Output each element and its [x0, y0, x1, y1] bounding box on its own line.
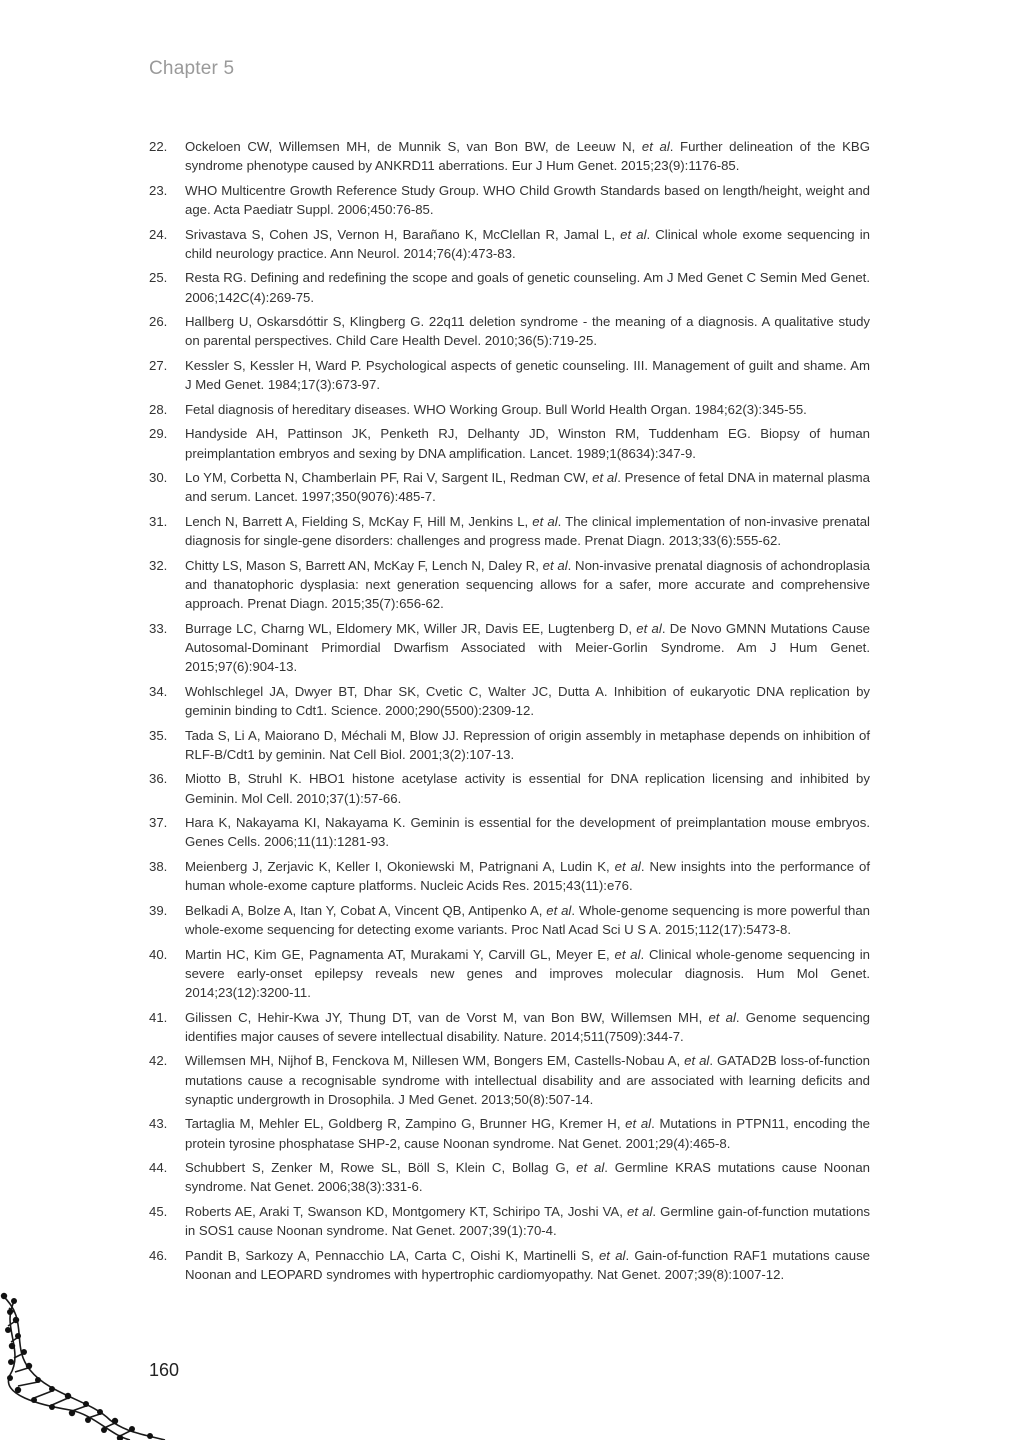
reference-text: [185, 769, 870, 807]
reference-item: [149, 769, 870, 807]
reference-item: [149, 1158, 870, 1196]
reference-item: [149, 1202, 870, 1240]
reference-number: 45.: [149, 1203, 168, 1219]
reference-text: [185, 1202, 870, 1240]
reference-authors: Srivastava S, Cohen JS, Vernon H, Barañano K, McClellan R, Jamal L,: [185, 226, 621, 242]
reference-number: 46.: [149, 1247, 168, 1263]
reference-item: [149, 400, 870, 419]
reference-number: 38.: [149, 858, 168, 874]
reference-details: . Presence of fetal DNA in maternal plasma and serum. Lancet. 1997;350(9076):485-7.: [185, 470, 870, 505]
reference-item: [149, 312, 870, 350]
reference-text: [185, 945, 870, 1003]
reference-text: [185, 424, 870, 462]
reference-text: [185, 857, 870, 895]
reference-etal: et al: [546, 902, 572, 918]
reference-text: [185, 468, 870, 506]
reference-authors: Hara K, Nakayama KI, Nakayama K. Geminin is essential for the development of preimplantation mouse embryos. Genes Cells. 2006;11(11):1281-93.: [185, 815, 870, 850]
reference-number: 44.: [149, 1160, 168, 1176]
reference-authors: Tartaglia M, Mehler EL, Goldberg R, Zampino G, Brunner HG, Kremer H,: [185, 1116, 626, 1132]
reference-number: 26.: [149, 314, 168, 330]
reference-item: [149, 857, 870, 895]
reference-details: . GATAD2B loss-of-function mutations cause a recognisable syndrome with intellectual disability and are associated with learning deficits and synaptic undergrowth in Drosophila. J Med Genet. 2013;50(8):507-14.: [185, 1053, 871, 1107]
reference-etal: et al: [684, 1053, 710, 1069]
reference-text: [185, 137, 870, 175]
reference-authors: Pandit B, Sarkozy A, Pennacchio LA, Carta C, Oishi K, Martinelli S,: [185, 1247, 599, 1263]
reference-etal: et al: [636, 620, 662, 636]
reference-etal: et al: [542, 557, 568, 573]
reference-number: 32.: [149, 557, 168, 573]
reference-text: [185, 512, 870, 550]
reference-authors: Ockeloen CW, Willemsen MH, de Munnik S, van Bon BW, de Leeuw N,: [185, 139, 642, 154]
reference-text: [185, 682, 870, 720]
reference-authors: Fetal diagnosis of hereditary diseases. WHO Working Group. Bull World Health Organ. 1984;62(3):345-55.: [185, 401, 807, 417]
reference-number: 30.: [149, 470, 168, 486]
reference-text: [185, 813, 870, 851]
reference-number: 27.: [149, 357, 168, 373]
dna-helix-icon: [0, 1290, 170, 1440]
reference-number: 37.: [149, 815, 168, 831]
reference-details: . Genome sequencing identifies major causes of severe intellectual disability. Nature. 2014;511(7509):344-7.: [185, 1009, 871, 1044]
reference-number: 36.: [149, 771, 168, 787]
reference-details: . Mutations in PTPN11, encoding the protein tyrosine phosphatase SHP-2, cause Noonan syndrome. Nat Genet. 2001;29(4):465-8.: [185, 1116, 870, 1151]
reference-item: [149, 945, 870, 1003]
reference-etal: et al: [614, 858, 641, 874]
reference-item: [149, 813, 870, 851]
reference-etal: et al: [708, 1009, 736, 1025]
reference-etal: et al: [592, 470, 618, 486]
reference-text: [185, 400, 870, 419]
reference-number: 41.: [149, 1009, 168, 1025]
reference-authors: Chitty LS, Mason S, Barrett AN, McKay F, Lench N, Daley R,: [185, 557, 543, 573]
reference-etal: et al: [620, 226, 647, 242]
reference-etal: et al: [641, 139, 670, 154]
reference-number: 31.: [149, 513, 168, 529]
reference-authors: Wohlschlegel JA, Dwyer BT, Dhar SK, Cvetic C, Walter JC, Dutta A. Inhibition of eukaryotic DNA replication by geminin binding to Cdt1. Science. 2000;290(5500):2309-12.: [185, 683, 870, 718]
reference-item: [149, 1008, 870, 1046]
reference-details: . Germline KRAS mutations cause Noonan syndrome. Nat Genet. 2006;38(3):331-6.: [185, 1160, 870, 1195]
reference-text: [185, 1114, 870, 1152]
reference-details: . Germline gain-of-function mutations in SOS1 cause Noonan syndrome. Nat Genet. 2007;39(1):70-4.: [185, 1203, 870, 1239]
reference-etal: et al: [532, 513, 558, 529]
reference-authors: Belkadi A, Bolze A, Itan Y, Cobat A, Vincent QB, Antipenko A,: [185, 902, 547, 918]
reference-item: [149, 556, 870, 614]
reference-details: . Whole-genome sequencing is more powerful than whole-exome sequencing for detecting exome variants. Proc Natl Acad Sci U S A. 2015;112(17):5473-8.: [185, 902, 871, 937]
reference-number: 33.: [149, 620, 168, 636]
reference-details: . Clinical whole-genome sequencing in severe early-onset epilepsy reveals new genes and improves molecular diagnosis. Hum Mol Genet. 2014;23(12):3200-11.: [185, 946, 870, 1000]
reference-text: [185, 225, 870, 263]
reference-text: [185, 901, 870, 939]
reference-item: [149, 225, 870, 263]
reference-details: . Gain-of-function RAF1 mutations cause Noonan and LEOPARD syndromes with hypertrophic cardiomyopathy. Nat Genet. 2007;39(8):1007-12.: [185, 1247, 871, 1282]
reference-details: . Further delineation of the KBG syndrome phenotype caused by ANKRD11 aberrations. Eur J Hum Genet. 2015;23(9):1176-85.: [185, 139, 870, 174]
reference-details: . New insights into the performance of human whole-exome capture platforms. Nucleic Acids Res. 2015;43(11):e76.: [185, 858, 870, 894]
reference-text: [185, 1008, 870, 1046]
reference-authors: Lo YM, Corbetta N, Chamberlain PF, Rai V, Sargent IL, Redman CW,: [185, 470, 593, 486]
reference-etal: et al: [625, 1116, 652, 1132]
reference-details: . De Novo GMNN Mutations Cause Autosomal-Dominant Primordial Dwarfism Associated with Meier-Gorlin Syndrome. Am J Hum Genet. 2015;97(6):904-13.: [185, 620, 870, 675]
reference-number: 24.: [149, 226, 168, 242]
reference-item: [149, 424, 870, 462]
reference-number: 39.: [149, 902, 168, 918]
reference-list: [149, 137, 870, 1290]
reference-item: [149, 356, 870, 394]
reference-authors: Meienberg J, Zerjavic K, Keller I, Okoniewski M, Patrignani A, Ludin K,: [185, 858, 615, 874]
reference-text: [185, 181, 870, 219]
reference-number: 23.: [149, 182, 168, 198]
reference-details: . The clinical implementation of non-invasive prenatal diagnosis for single-gene disorders: challenges and progress made. Prenat Diagn. 2013;33(6):555-62.: [185, 513, 870, 549]
reference-item: [149, 901, 870, 939]
reference-item: [149, 1051, 870, 1109]
reference-number: 35.: [149, 727, 168, 743]
reference-item: [149, 619, 870, 677]
reference-authors: Hallberg U, Oskarsdóttir S, Klingberg G. 22q11 deletion syndrome - the meaning of a diagnosis. A qualitative study on parental perspectives. Child Care Health Devel. 2010;36(5):719-25.: [185, 314, 870, 349]
reference-item: [149, 468, 870, 506]
reference-authors: Martin HC, Kim GE, Pagnamenta AT, Murakami Y, Carvill GL, Meyer E,: [185, 946, 615, 962]
reference-item: [149, 726, 870, 764]
reference-text: [185, 1051, 870, 1109]
reference-authors: Resta RG. Defining and redefining the scope and goals of genetic counseling. Am J Med Genet C Semin Med Genet. 2006;142C(4):269-75.: [185, 270, 870, 305]
reference-number: 25.: [149, 270, 168, 286]
reference-item: [149, 1114, 870, 1152]
reference-authors: Kessler S, Kessler H, Ward P. Psychological aspects of genetic counseling. III. Management of guilt and shame. Am J Med Genet. 1984;17(3):673-97.: [185, 357, 870, 393]
reference-details: . Clinical whole exome sequencing in child neurology practice. Ann Neurol. 2014;76(4):473-83.: [185, 226, 870, 261]
reference-item: [149, 512, 870, 550]
reference-details: . Non-invasive prenatal diagnosis of achondroplasia and thanatophoric dysplasia: next generation sequencing allows for a safer, more accurate and comprehensive approach. Prenat Diagn. 2015;35(7):656-62.: [185, 557, 870, 612]
reference-text: [185, 556, 870, 614]
reference-authors: Handyside AH, Pattinson JK, Penketh RJ, Delhanty JD, Winston RM, Tuddenham EG. Biopsy of human preimplantation embryos and sexing by DNA amplification. Lancet. 1989;1(8634):347-9.: [185, 426, 870, 461]
reference-number: 28.: [149, 401, 168, 417]
reference-number: 42.: [149, 1053, 168, 1069]
reference-item: [149, 682, 870, 720]
reference-authors: Willemsen MH, Nijhof B, Fenckova M, Nillesen WM, Bongers EM, Castells-Nobau A,: [185, 1053, 685, 1069]
reference-authors: Burrage LC, Charng WL, Eldomery MK, Willer JR, Davis EE, Lugtenberg D,: [185, 620, 637, 636]
reference-authors: Schubbert S, Zenker M, Rowe SL, Böll S, Klein C, Bollag G,: [185, 1160, 577, 1176]
reference-text: [185, 312, 870, 350]
reference-etal: et al: [576, 1160, 605, 1176]
reference-authors: Miotto B, Struhl K. HBO1 histone acetylase activity is essential for DNA replication licensing and inhibited by Geminin. Mol Cell. 2010;37(1):57-66.: [185, 771, 870, 806]
reference-text: [185, 356, 870, 394]
reference-text: [185, 268, 870, 306]
reference-item: [149, 181, 870, 219]
reference-item: [149, 137, 870, 175]
reference-text: [185, 726, 870, 764]
reference-text: [185, 1158, 870, 1196]
reference-text: [185, 1246, 870, 1284]
reference-number: 22.: [149, 139, 168, 154]
chapter-heading: Chapter 5: [149, 58, 235, 79]
reference-etal: et al: [614, 946, 641, 962]
reference-authors: Lench N, Barrett A, Fielding S, McKay F, Hill M, Jenkins L,: [185, 513, 533, 529]
reference-authors: WHO Multicentre Growth Reference Study Group. WHO Child Growth Standards based on length/height, weight and age. Acta Paediatr Suppl. 2006;450:76-85.: [185, 182, 870, 217]
reference-etal: et al: [627, 1203, 653, 1219]
reference-etal: et al: [598, 1247, 626, 1263]
reference-authors: Tada S, Li A, Maiorano D, Méchali M, Blow JJ. Repression of origin assembly in metaphase depends on inhibition of RLF-B/Cdt1 by geminin. Nat Cell Biol. 2001;3(2):107-13.: [185, 727, 870, 762]
reference-number: 40.: [149, 946, 168, 962]
reference-item: [149, 268, 870, 306]
reference-item: [149, 1246, 870, 1284]
page-number: 160: [149, 1360, 180, 1380]
reference-number: 43.: [149, 1116, 168, 1132]
reference-authors: Roberts AE, Araki T, Swanson KD, Montgomery KT, Schiripo TA, Joshi VA,: [185, 1203, 628, 1219]
reference-number: 29.: [149, 426, 168, 442]
reference-authors: Gilissen C, Hehir-Kwa JY, Thung DT, van de Vorst M, van Bon BW, Willemsen MH,: [185, 1009, 709, 1025]
reference-text: [185, 619, 870, 677]
reference-number: 34.: [149, 683, 168, 699]
